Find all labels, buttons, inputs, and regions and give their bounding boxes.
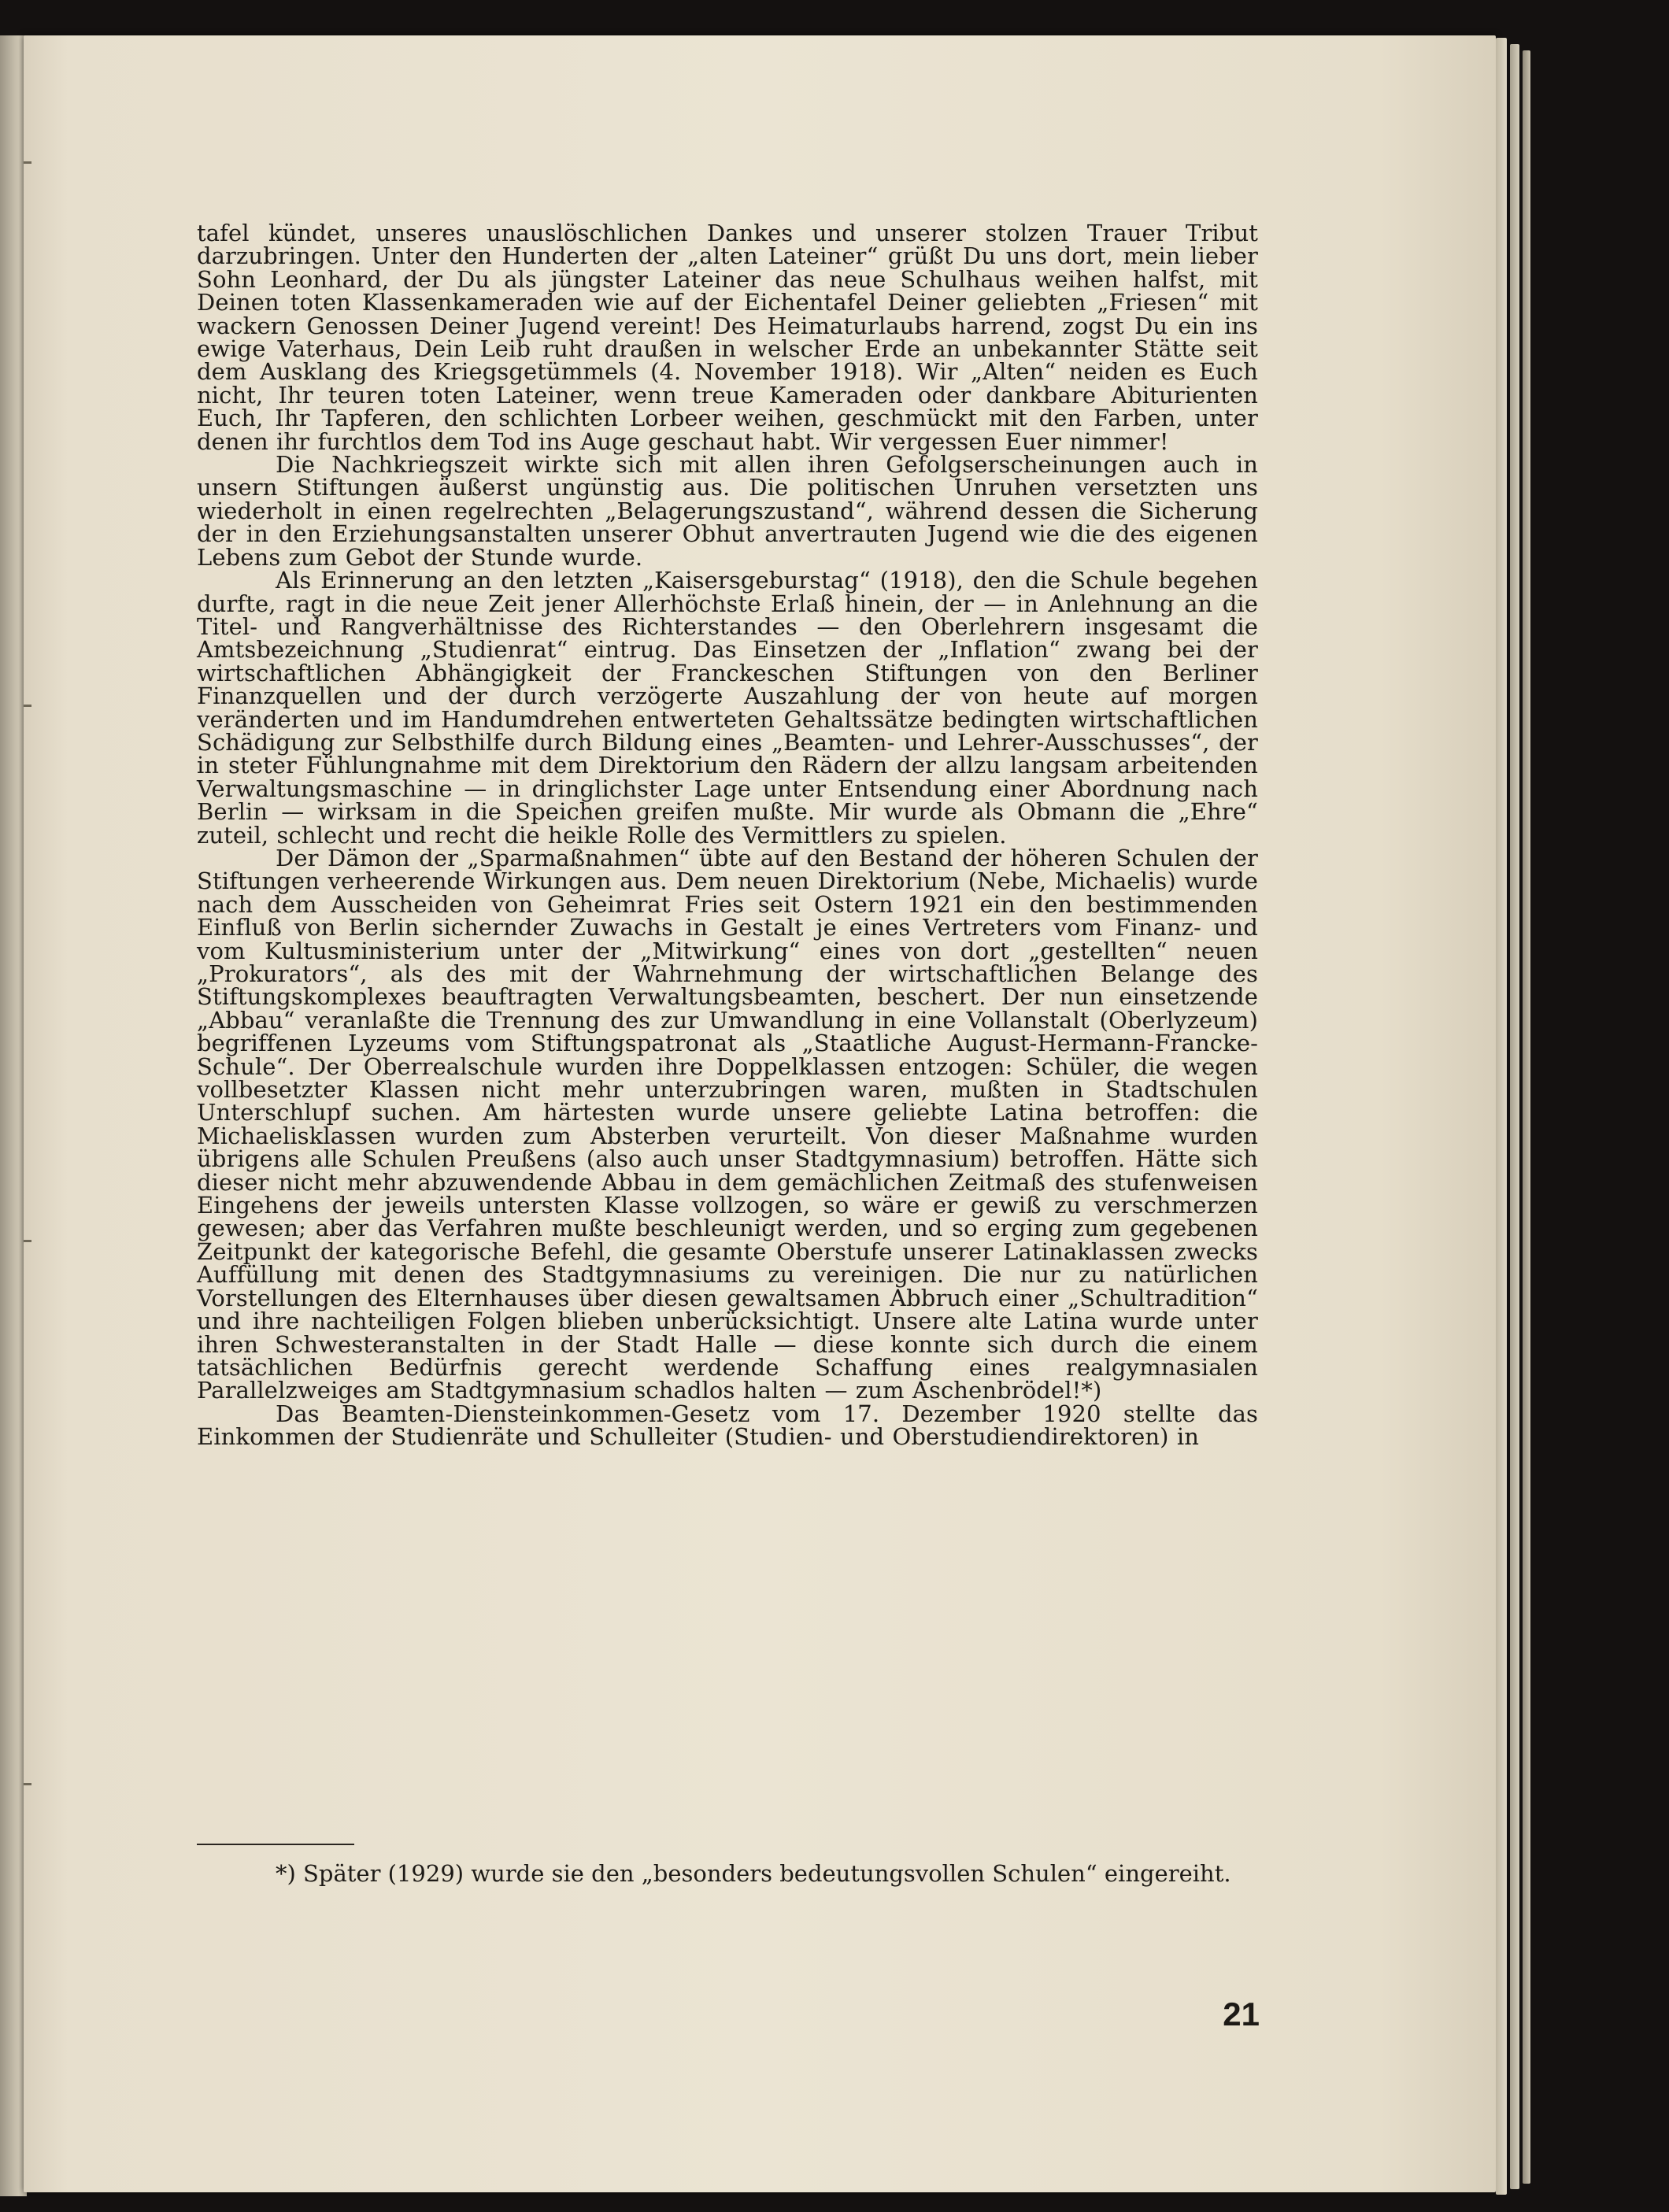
binding-stitch (24, 705, 31, 707)
page-edge-stack (1510, 44, 1519, 2189)
paragraph: Als Erinnerung an den letzten „Kaisersgeburstag“ (1918), den die Schule begehen durfte, ragt in die neue Zeit jener Allerhöchste Erlaß hinein, der — in Anlehnung an die Titel- und Rangverhältnisse des Richterstandes — den Oberlehrern insgesamt die Amtsbezeichnung „Studienrat“ eintrug. Das Einsetzen der „Inflation“ zwang bei der wirtschaftlichen Abhängigkeit der Franckeschen Stiftungen von den Berliner Finanzquellen und der durch verzögerte Auszahlung der von heute auf morgen veränderten und im Handumdrehen entwerteten Gehaltssätze bedingten wirtschaftlichen Schädigung zur Selbsthilfe durch Bildung eines „Beamten- und Lehrer-Ausschusses“, der in steter Fühlungnahme mit dem Direktorium den Rädern der allzu langsam arbeitenden Verwaltungsmaschine — in dringlichster Lage unter Entsendung einer Abordnung nach Berlin — wirksam in die Speichen greifen mußte. Mir wurde als Obmann die „Ehre“ zuteil, schlecht und recht die heikle Rolle des Vermittlers zu spielen. (197, 567, 1258, 849)
paragraph: Die Nachkriegszeit wirkte sich mit allen ihren Gefolgserscheinungen auch in unsern Stiftungen äußerst ungünstig aus. Die politischen Unruhen versetzten uns wiederholt in einen regelrechten „Belagerungszustand“, während dessen die Sicherung der in den Erziehungsanstalten unserer Obhut anvertrauten Jugend wie die des eigenen Lebens zum Gebot der Stunde wurde. (197, 451, 1258, 571)
page-edge-stack (1523, 50, 1530, 2184)
page-edge-stack (1496, 38, 1507, 2195)
page-number: 21 (1223, 1996, 1260, 2033)
binding-stitch (24, 1783, 31, 1785)
body-text (197, 222, 1258, 1449)
paragraph: Der Dämon der „Sparmaßnahmen“ übte auf den Bestand der höheren Schulen der Stiftungen verheerende Wirkungen aus. Dem neuen Direktorium (Nebe, Michaelis) wurde nach dem Ausscheiden von Geheimrat Fries seit Ostern 1921 ein den bestimmenden Einfluß von Berlin sichernder Zuwachs in Gestalt je eines Vertreters vom Finanz- und vom Kultusministerium unter der „Mitwirkung“ eines von dort „gestellten“ neuen „Prokurators“, als des mit der Wahrnehmung der wirtschaftlichen Belange des Stiftungskomplexes beauftragten Verwaltungsbeamten, beschert. Der nun einsetzende „Abbau“ veranlaßte die Trennung des zur Umwandlung in eine Vollanstalt (Oberlyzeum) begriffenen Lyzeums vom Stiftungspatronat als „Staatliche August-Hermann-Francke-Schule“. Der Oberrealschule wurden ihre Doppelklassen entzogen: Schüler, die wegen vollbesetzter Klassen nicht mehr unterzubringen waren, mußten in Stadtschulen Unterschlupf suchen. Am härtesten wurde unsere geliebte Latina betroffen: die Michaelisklassen wurden zum Absterben verurteilt. Von dieser Maßnahme wurden übrigens alle Schulen Preußens (also auch unser Stadtgymnasium) betroffen. Hätte sich dieser nicht mehr abzuwendende Abbau in dem gemächlichen Zeitmaß des stufenweisen Eingehens der jeweils untersten Klasse vollzogen, so wäre er gewiß zu verschmerzen gewesen; aber das Verfahren mußte beschleunigt werden, und so erging zum gegebenen Zeitpunkt der kategorische Befehl, die gesamte Oberstufe unserer Latinaklassen zwecks Auffüllung mit denen des Stadtgymnasiums zu vereinigen. Die nur zu natürlichen Vorstellungen des Elternhauses über diesen gewaltsamen Abbruch einer „Schultradition“ und ihre nachteiligen Folgen blieben unberücksichtigt. Unsere alte Latina wurde unter ihren Schwesteranstalten in der Stadt Halle — diese konnte sich durch die einem tatsächlichen Bedürfnis gerecht werdende Schaffung eines realgymnasialen Parallelzweiges am Stadtgymnasium schadlos halten — zum Aschenbrödel!*) (197, 844, 1258, 1404)
facing-page-edge (0, 35, 27, 2196)
binding-stitch (24, 161, 31, 164)
binding-stitch (24, 1240, 31, 1242)
paragraph: Das Beamten-Diensteinkommen-Gesetz vom 17. Dezember 1920 stellte das Einkommen der Studienräte und Schulleiter (Studien- und Oberstudiendirektoren) in (197, 1400, 1258, 1451)
footnote: *) Später (1929) wurde sie den „besonders bedeutungsvollen Schulen“ eingereiht. (276, 1860, 1231, 1887)
paragraph: tafel kündet, unseres unauslöschlichen Dankes und unserer stolzen Trauer Tribut darzubringen. Unter den Hunderten der „alten Lateiner“ grüßt Du uns dort, mein lieber Sohn Leonhard, der Du als jüngster Lateiner das neue Schulhaus weihen halfst, mit Deinen toten Klassenkameraden wie auf der Eichentafel Deiner geliebten „Friesen“ mit wackern Genossen Deiner Jugend vereint! Des Heimaturlaubs harrend, zogst Du ein ins ewige Vaterhaus, Dein Leib ruht draußen in welscher Erde an unbekannter Stätte seit dem Ausklang des Kriegsgetümmels (4. November 1918). Wir „Alten“ neiden es Euch nicht, Ihr teuren toten Lateiner, wenn treue Kameraden oder dankbare Abiturienten Euch, Ihr Tapferen, den schlichten Lorbeer weihen, geschmückt mit den Farben, unter denen ihr furchtlos dem Tod ins Auge geschaut habt. Wir vergessen Euer nimmer! (197, 220, 1258, 455)
footnote-rule (197, 1844, 354, 1845)
